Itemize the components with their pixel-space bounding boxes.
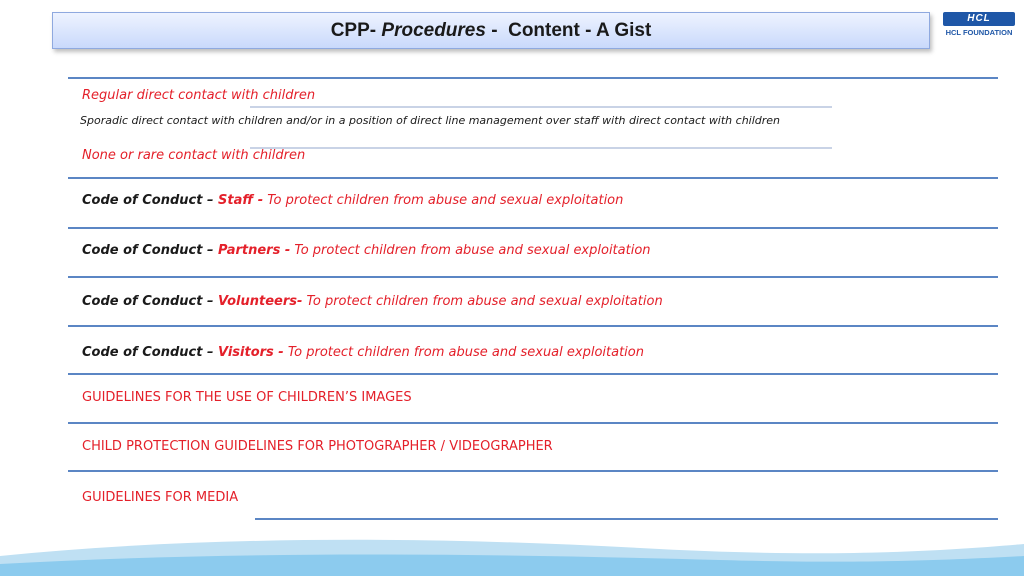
divider <box>250 106 832 108</box>
divider <box>68 470 998 472</box>
divider <box>68 77 998 79</box>
divider <box>68 373 998 375</box>
guideline-children-images[interactable]: GUIDELINES FOR THE USE OF CHILDREN’S IMAGES <box>82 390 412 405</box>
coc-desc: To protect children from abuse and sexual exploitation <box>302 294 663 309</box>
contact-level-regular: Regular direct contact with children <box>82 88 316 103</box>
hcl-logo-mark: HCL <box>943 12 1015 26</box>
divider <box>68 177 998 179</box>
coc-group: Volunteers- <box>218 294 303 309</box>
coc-prefix: Code of Conduct – <box>82 193 218 208</box>
coc-prefix: Code of Conduct – <box>82 294 218 309</box>
guideline-media[interactable]: GUIDELINES FOR MEDIA <box>82 490 239 505</box>
coc-group: Visitors - <box>218 345 284 360</box>
coc-group: Staff - <box>218 193 264 208</box>
code-of-conduct-visitors[interactable] <box>82 345 644 360</box>
title-italic: Procedures <box>381 19 486 41</box>
divider <box>255 518 998 520</box>
contact-level-sporadic: Sporadic direct contact with children and/or in a position of direct line management over staff with direct contact with children <box>80 114 781 127</box>
bottom-wave-decoration <box>0 526 1024 576</box>
coc-desc: To protect children from abuse and sexual exploitation <box>263 193 624 208</box>
hcl-foundation-logo <box>943 12 1015 38</box>
divider <box>68 276 998 278</box>
title-suffix: - Content - A Gist <box>485 19 652 41</box>
coc-group: Partners - <box>218 243 291 258</box>
hcl-logo-subtext: HCL FOUNDATION <box>945 28 1013 37</box>
code-of-conduct-staff[interactable] <box>82 193 623 208</box>
guideline-photographer[interactable]: CHILD PROTECTION GUIDELINES FOR PHOTOGRAPHER / VIDEOGRAPHER <box>82 439 553 454</box>
divider <box>250 147 832 149</box>
coc-desc: To protect children from abuse and sexual exploitation <box>283 345 644 360</box>
code-of-conduct-partners[interactable] <box>82 243 651 258</box>
coc-desc: To protect children from abuse and sexual exploitation <box>290 243 651 258</box>
title-prefix: CPP- <box>330 19 382 41</box>
coc-prefix: Code of Conduct – <box>82 243 218 258</box>
slide-title <box>52 12 930 49</box>
contact-level-rare: None or rare contact with children <box>82 148 306 163</box>
coc-prefix: Code of Conduct – <box>82 345 218 360</box>
code-of-conduct-volunteers[interactable] <box>82 294 663 309</box>
divider <box>68 325 998 327</box>
divider <box>68 422 998 424</box>
divider <box>68 227 998 229</box>
